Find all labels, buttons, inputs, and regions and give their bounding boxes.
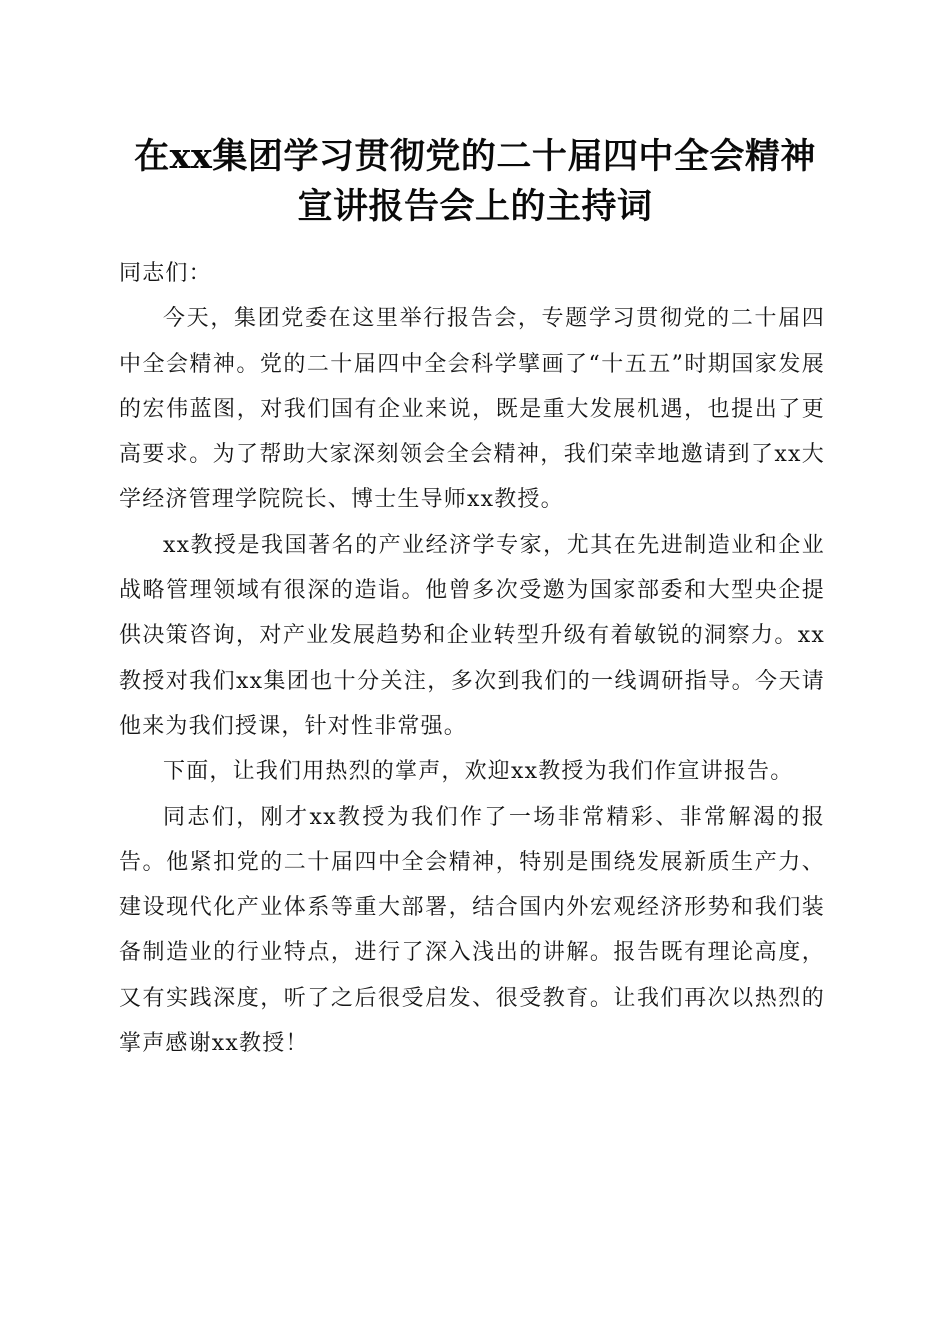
title-line-1: 在xx集团学习贯彻党的二十届四中全会精神 <box>134 136 816 177</box>
paragraph-opening: 今天，集团党委在这里举行报告会，专题学习贯彻党的二十届四中全会精神。党的二十届四中全会科学擘画了“十五五”时期国家发展的宏伟蓝图，对我们国有企业来说，既是重大发展机遇，也提出了更高要求。为了帮助大家深刻领会全会精神，我们荣幸地邀请到了xx大学经济管理学院院长、博士生导师xx教授。 <box>119 306 825 513</box>
paragraph-welcome: 下面，让我们用热烈的掌声，欢迎xx教授为我们作宣讲报告。 <box>163 759 794 785</box>
document-title <box>100 132 850 232</box>
title-line-2: 宣讲报告会上的主持词 <box>297 186 653 227</box>
document-body <box>119 251 825 1066</box>
salutation: 同志们： <box>119 261 212 286</box>
paragraph-speaker-intro: xx教授是我国著名的产业经济学专家，尤其在先进制造业和企业战略管理领域有很深的造诣。他曾多次受邀为国家部委和大型央企提供决策咨询，对产业发展趋势和企业转型升级有着敏锐的洞察力。xx教授对我们xx集团也十分关注，多次到我们的一线调研指导。今天请他来为我们授课，针对性非常强。 <box>119 532 825 739</box>
paragraph-closing: 同志们，刚才xx教授为我们作了一场非常精彩、非常解渴的报告。他紧扣党的二十届四中全会精神，特别是围绕发展新质生产力、建设现代化产业体系等重大部署，结合国内外宏观经济形势和我们装备制造业的行业特点，进行了深入浅出的讲解。报告既有理论高度，又有实践深度，听了之后很受启发、很受教育。让我们再次以热烈的掌声感谢xx教授！ <box>119 804 825 1057</box>
